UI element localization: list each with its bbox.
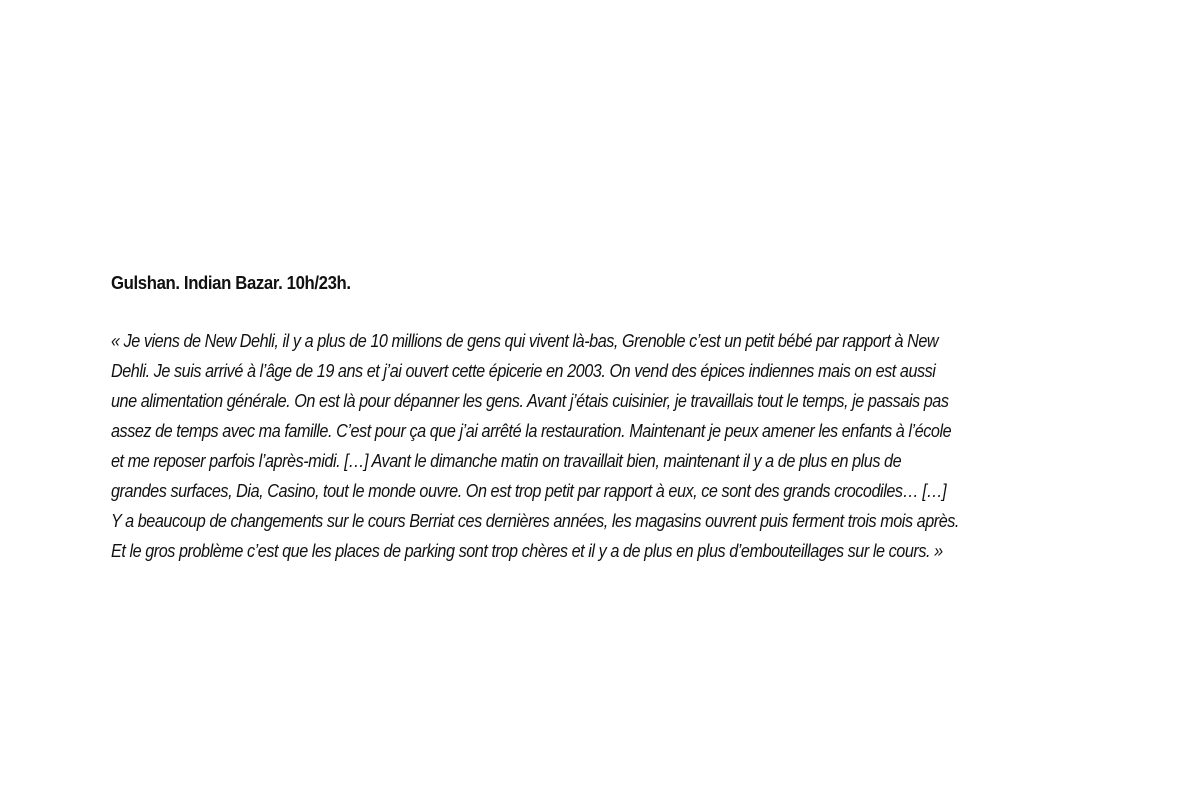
quote-line: et me reposer parfois l’après-midi. […] Avant le dimanche matin on travaillait bien, maintenant il y a de plus en plus de: [111, 451, 902, 471]
quote-line: une alimentation générale. On est là pour dépanner les gens. Avant j’étais cuisinier, je travaillais tout le temps, je passais pas: [111, 391, 949, 411]
quote-line: Et le gros problème c’est que les places de parking sont trop chères et il y a de plus en plus d’embouteillages sur le cours. »: [111, 541, 943, 561]
quote-line: assez de temps avec ma famille. C’est pour ça que j’ai arrêté la restauration. Maintenant je peux amener les enfants à l’école: [111, 421, 952, 441]
quote-line: « Je viens de New Dehli, il y a plus de 10 millions de gens qui vivent là-bas, Grenoble c’est un petit bébé par rapport à New: [111, 331, 939, 351]
entry-heading: Gulshan. Indian Bazar. 10h/23h.: [111, 273, 351, 293]
interview-quote: [111, 326, 1119, 566]
quote-line: grandes surfaces, Dia, Casino, tout le monde ouvre. On est trop petit par rapport à eux, ce sont des grands crocodiles… […]: [111, 481, 947, 501]
document-page: [111, 268, 1119, 566]
quote-line: Y a beaucoup de changements sur le cours Berriat ces dernières années, les magasins ouvrent puis ferment trois mois après.: [111, 511, 959, 531]
quote-line: Dehli. Je suis arrivé à l’âge de 19 ans et j’ai ouvert cette épicerie en 2003. On vend des épices indiennes mais on est aussi: [111, 361, 936, 381]
